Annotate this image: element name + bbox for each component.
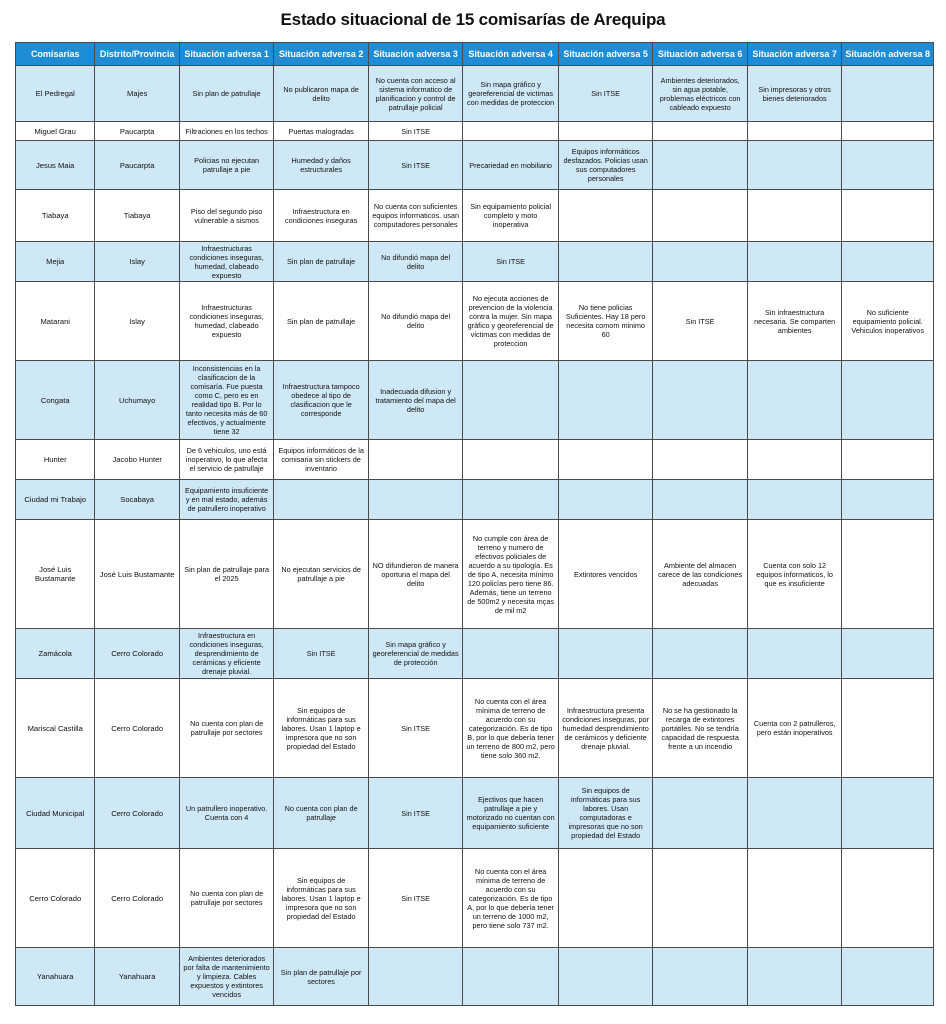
cell-situacion-4 (463, 948, 559, 1006)
cell-situacion-6 (653, 361, 748, 440)
page-title: Estado situacional de 15 comisarías de Arequipa (280, 10, 666, 29)
cell-situacion-7 (747, 849, 842, 948)
col-header-situacion-8: Situación adversa 8 (842, 43, 934, 66)
cell-situacion-8 (842, 629, 934, 679)
cell-situacion-8 (842, 242, 934, 282)
cell-situacion-1: No cuenta con plan de patrullaje por sectores (179, 849, 274, 948)
table-row (16, 282, 934, 361)
cell-situacion-5 (558, 440, 653, 480)
cell-situacion-8 (842, 190, 934, 242)
cell-situacion-2: Sin equipos de informáticas para sus labores. Usan 1 laptop e impresora que no son propiedad del Estado (274, 679, 369, 778)
cell-situacion-3: Sin ITSE (368, 141, 463, 190)
cell-situacion-1: Inconsistencias en la clasificacion de la comisaría. Fue puesta como C, pero es en realidad tipo B. Por lo tanto necesita más de 60 efectivos, y actualmente tiene 32 (179, 361, 274, 440)
cell-situacion-7: Cuenta con 2 patrulleros, pero están inoperativos (747, 679, 842, 778)
cell-situacion-1: De 6 vehiculos, uno está inoperativo, lo que afecta el servicio de patrullaje (179, 440, 274, 480)
cell-distrito: Paucarpta (95, 122, 179, 141)
cell-situacion-3: No cuenta con acceso al sistema informatico de planificacion y control de patrullaje policial (368, 66, 463, 122)
cell-situacion-1: Equipamiento insuficiente y en mal estado, además de patrullero inoperativo (179, 480, 274, 520)
cell-situacion-2 (274, 480, 369, 520)
cell-situacion-1: Sin plan de patrullaje (179, 66, 274, 122)
cell-situacion-4: No cuenta con el área mínima de terreno de acuerdo con su categorización. Es de tipo B, por lo que debería tener un terreno de 800 m2, pero tiene solo 360 m2. (463, 679, 559, 778)
cell-situacion-3: Sin ITSE (368, 679, 463, 778)
cell-situacion-8 (842, 66, 934, 122)
cell-situacion-5 (558, 361, 653, 440)
cell-situacion-5 (558, 849, 653, 948)
col-header-situacion-7: Situación adversa 7 (747, 43, 842, 66)
cell-situacion-1: Piso del segundo piso vulnerable a sismos (179, 190, 274, 242)
cell-situacion-5: Sin equipos de informáticas para sus labores. Usan computadoras e impresoras que no son propiedad del Estado (558, 778, 653, 849)
cell-situacion-7: Sin infraestructura necesaria. Se comparten ambientes (747, 282, 842, 361)
cell-situacion-2: Sin plan de patrullaje (274, 242, 369, 282)
cell-situacion-3: No cuenta con suficientes equipos informaticos. usan computadores personales (368, 190, 463, 242)
table-row (16, 190, 934, 242)
cell-situacion-8 (842, 141, 934, 190)
cell-situacion-7 (747, 361, 842, 440)
cell-distrito: Socabaya (95, 480, 179, 520)
cell-situacion-3: Sin ITSE (368, 122, 463, 141)
cell-comisaria: Yanahuara (16, 948, 95, 1006)
cell-situacion-4: No cumple con área de terreno y numero de efectivos policiales de acuerdo a su tipología. Es de tipo A, necesita mínimo 120 policías pero tiene 86. Además, tiene un terreno de 500m2 y necesita mças de mil m2 (463, 520, 559, 629)
cell-comisaria: Cerro Colorado (16, 849, 95, 948)
cell-comisaria: Ciudad Municipal (16, 778, 95, 849)
table-row (16, 122, 934, 141)
col-header-situacion-3: Situación adversa 3 (368, 43, 463, 66)
cell-situacion-2: Equipos informáticos de la comisaria sin stickers de inventario (274, 440, 369, 480)
cell-situacion-4 (463, 629, 559, 679)
table-row (16, 520, 934, 629)
cell-comisaria: Ciudad mi Trabajo (16, 480, 95, 520)
cell-distrito: Paucarpta (95, 141, 179, 190)
cell-situacion-6 (653, 849, 748, 948)
cell-comisaria: Tiabaya (16, 190, 95, 242)
cell-distrito: Islay (95, 282, 179, 361)
cell-situacion-5: Sin ITSE (558, 66, 653, 122)
col-header-situacion-2: Situación adversa 2 (274, 43, 369, 66)
cell-situacion-5 (558, 190, 653, 242)
table-row (16, 948, 934, 1006)
cell-situacion-1: Infraestructuras condiciones inseguras, humedad, clabeado expuesto (179, 242, 274, 282)
cell-situacion-3: Sin ITSE (368, 778, 463, 849)
col-header-situacion-4: Situación adversa 4 (463, 43, 559, 66)
cell-situacion-7: Sin impresoras y otros bienes deteriorados (747, 66, 842, 122)
cell-situacion-8 (842, 778, 934, 849)
cell-situacion-3 (368, 440, 463, 480)
cell-situacion-4 (463, 122, 559, 141)
table-row (16, 778, 934, 849)
cell-situacion-5: Equipos informáticos desfazados. Policias usan sus computadores personales (558, 141, 653, 190)
cell-situacion-5 (558, 242, 653, 282)
cell-comisaria: Mejia (16, 242, 95, 282)
cell-comisaria: Miguel Grau (16, 122, 95, 141)
cell-situacion-2: No publicaron mapa de delito (274, 66, 369, 122)
cell-distrito: Jacobo Hunter (95, 440, 179, 480)
cell-comisaria: Hunter (16, 440, 95, 480)
cell-distrito: Cerro Colorado (95, 679, 179, 778)
cell-situacion-2: Infraestructura tampoco obedece al tipo de clasificacion que le corresponde (274, 361, 369, 440)
cell-situacion-1: No cuenta con plan de patrullaje por sectores (179, 679, 274, 778)
cell-situacion-8 (842, 440, 934, 480)
cell-situacion-4: No ejecuta acciones de prevencion de la violencia contra la mujer. Sin mapa gráfico y georeferencial de victimas con medidas de proteccion (463, 282, 559, 361)
cell-situacion-8 (842, 361, 934, 440)
cell-situacion-8 (842, 849, 934, 948)
cell-situacion-4: Sin ITSE (463, 242, 559, 282)
cell-situacion-3: NO difundieron de manera oportuna el mapa del delito (368, 520, 463, 629)
col-header-situacion-6: Situación adversa 6 (653, 43, 748, 66)
table-row (16, 849, 934, 948)
cell-situacion-6 (653, 948, 748, 1006)
cell-situacion-6 (653, 190, 748, 242)
cell-situacion-7 (747, 141, 842, 190)
cell-situacion-3: Sin mapa gráfico y georeferencial de medidas de protección (368, 629, 463, 679)
cell-comisaria: El Pedregal (16, 66, 95, 122)
table-row (16, 679, 934, 778)
cell-situacion-8 (842, 948, 934, 1006)
cell-situacion-5: No tiene policias Suficientes. Hay 18 pero necesita comom minimo 60 (558, 282, 653, 361)
cell-situacion-8 (842, 480, 934, 520)
cell-situacion-2: Sin plan de patrullaje (274, 282, 369, 361)
cell-situacion-8: No suficiente equipamiento policial. Vehiculos inoperativos (842, 282, 934, 361)
cell-comisaria: José Luis Bustamante (16, 520, 95, 629)
cell-situacion-3 (368, 948, 463, 1006)
cell-situacion-2: Sin ITSE (274, 629, 369, 679)
table-row (16, 66, 934, 122)
cell-situacion-3: Sin ITSE (368, 849, 463, 948)
col-header-situacion-1: Situación adversa 1 (179, 43, 274, 66)
col-header-situacion-5: Situación adversa 5 (558, 43, 653, 66)
cell-situacion-4 (463, 480, 559, 520)
cell-situacion-2: No ejecutan servicios de patrullaje a pie (274, 520, 369, 629)
cell-situacion-6 (653, 440, 748, 480)
cell-comisaria: Jesus Maia (16, 141, 95, 190)
cell-situacion-6 (653, 629, 748, 679)
cell-situacion-7 (747, 778, 842, 849)
cell-situacion-1: Ambientes deteriorados por falta de mantenimiento y limpieza. Cables expuestos y extintores vencidos (179, 948, 274, 1006)
cell-situacion-5: Infraestructura presenta condiciones inseguras, por humedad desprendimiento de cerámicos y deficiente drenaje pluvial. (558, 679, 653, 778)
col-header-distrito: Distrito/Provincia (95, 43, 179, 66)
cell-distrito: Cerro Colorado (95, 849, 179, 948)
cell-comisaria: Mariscal Castilla (16, 679, 95, 778)
table-row (16, 242, 934, 282)
cell-distrito: Cerro Colorado (95, 778, 179, 849)
cell-situacion-6: Sin ITSE (653, 282, 748, 361)
cell-situacion-7 (747, 190, 842, 242)
table-row (16, 440, 934, 480)
cell-situacion-4: No cuenta con el área mínima de terreno de acuerdo con su categorización. Es de tipo A, por lo que debería tener un terreno de 1000 m2, pero tiene solo 737 m2. (463, 849, 559, 948)
cell-comisaria: Congata (16, 361, 95, 440)
cell-situacion-1: Infraestructuras condiciones inseguras, humedad, clabeado expuesto (179, 282, 274, 361)
cell-situacion-5 (558, 629, 653, 679)
cell-situacion-5 (558, 948, 653, 1006)
cell-situacion-8 (842, 679, 934, 778)
cell-distrito: Islay (95, 242, 179, 282)
cell-situacion-6 (653, 480, 748, 520)
cell-situacion-2: Sin equipos de informáticas para sus labores. Usan 1 laptop e impresora que no son propiedad del Estado (274, 849, 369, 948)
cell-distrito: Cerro Colorado (95, 629, 179, 679)
cell-situacion-3: No difundió mapa del delito (368, 242, 463, 282)
cell-situacion-2: Infraestructura en condiciones inseguras (274, 190, 369, 242)
cell-situacion-3 (368, 480, 463, 520)
cell-situacion-5 (558, 480, 653, 520)
cell-distrito: Uchumayo (95, 361, 179, 440)
cell-distrito: Majes (95, 66, 179, 122)
cell-situacion-7 (747, 480, 842, 520)
cell-situacion-6 (653, 122, 748, 141)
cell-comisaria: Matarani (16, 282, 95, 361)
table-row (16, 480, 934, 520)
cell-situacion-4: Sin mapa gráfico y georeferencial de victimas con medidas de proteccion (463, 66, 559, 122)
comisarias-table (15, 42, 934, 1006)
table-row (16, 361, 934, 440)
cell-situacion-6: No se ha gestionado la recarga de extintores portátiles. No se tendría capacidad de respuesta frente a un incendio (653, 679, 748, 778)
col-header-comisarias: Comisarías (16, 43, 95, 66)
cell-situacion-4: Precariedad en mobiliario (463, 141, 559, 190)
cell-situacion-6 (653, 141, 748, 190)
table-row (16, 141, 934, 190)
cell-situacion-1: Policias no ejecutan patrullaje a pie (179, 141, 274, 190)
cell-situacion-2: Puertas malogradas (274, 122, 369, 141)
cell-comisaria: Zamácola (16, 629, 95, 679)
cell-situacion-8 (842, 520, 934, 629)
cell-situacion-1: Filtraciones en los techos (179, 122, 274, 141)
cell-situacion-2: No cuenta con plan de patrullaje (274, 778, 369, 849)
cell-situacion-1: Sin plan de patrullaje para el 2025 (179, 520, 274, 629)
cell-situacion-1: Infraestructura en condiciones inseguras, desprendimiento de cerámicas y eficiente drenaje pluvial. (179, 629, 274, 679)
cell-situacion-4: Sin equipamiento policial completo y moto inoperativa (463, 190, 559, 242)
cell-situacion-6 (653, 242, 748, 282)
header-row (16, 43, 934, 66)
cell-situacion-4 (463, 361, 559, 440)
cell-situacion-2: Humedad y daños estructurales (274, 141, 369, 190)
cell-situacion-4 (463, 440, 559, 480)
cell-situacion-7 (747, 440, 842, 480)
cell-situacion-1: Un patrullero inoperativo. Cuenta con 4 (179, 778, 274, 849)
cell-situacion-7 (747, 122, 842, 141)
cell-situacion-7: Cuenta con solo 12 equipos informaticos, lo que es insuficiente (747, 520, 842, 629)
cell-situacion-7 (747, 948, 842, 1006)
cell-situacion-2: Sin plan de patrullaje por sectores (274, 948, 369, 1006)
cell-situacion-3: Inadecuada difusion y tratamiento del mapa del delito (368, 361, 463, 440)
cell-situacion-5 (558, 122, 653, 141)
cell-distrito: José Luis Bustamante (95, 520, 179, 629)
cell-situacion-7 (747, 629, 842, 679)
cell-situacion-4: Ejectivos que hacen patrullaje a pie y motorizado no cuentan con equipamiento suficiente (463, 778, 559, 849)
cell-distrito: Tiabaya (95, 190, 179, 242)
cell-distrito: Yanahuara (95, 948, 179, 1006)
cell-situacion-6: Ambiente del almacen carece de las condiciones adecuadas (653, 520, 748, 629)
cell-situacion-3: No difundió mapa del delito (368, 282, 463, 361)
cell-situacion-8 (842, 122, 934, 141)
cell-situacion-5: Extintores vencidos (558, 520, 653, 629)
cell-situacion-6: Ambientes deteriorados, sin agua potable, problemas eléctricos con cableado expuesto (653, 66, 748, 122)
cell-situacion-7 (747, 242, 842, 282)
cell-situacion-6 (653, 778, 748, 849)
table-row (16, 629, 934, 679)
